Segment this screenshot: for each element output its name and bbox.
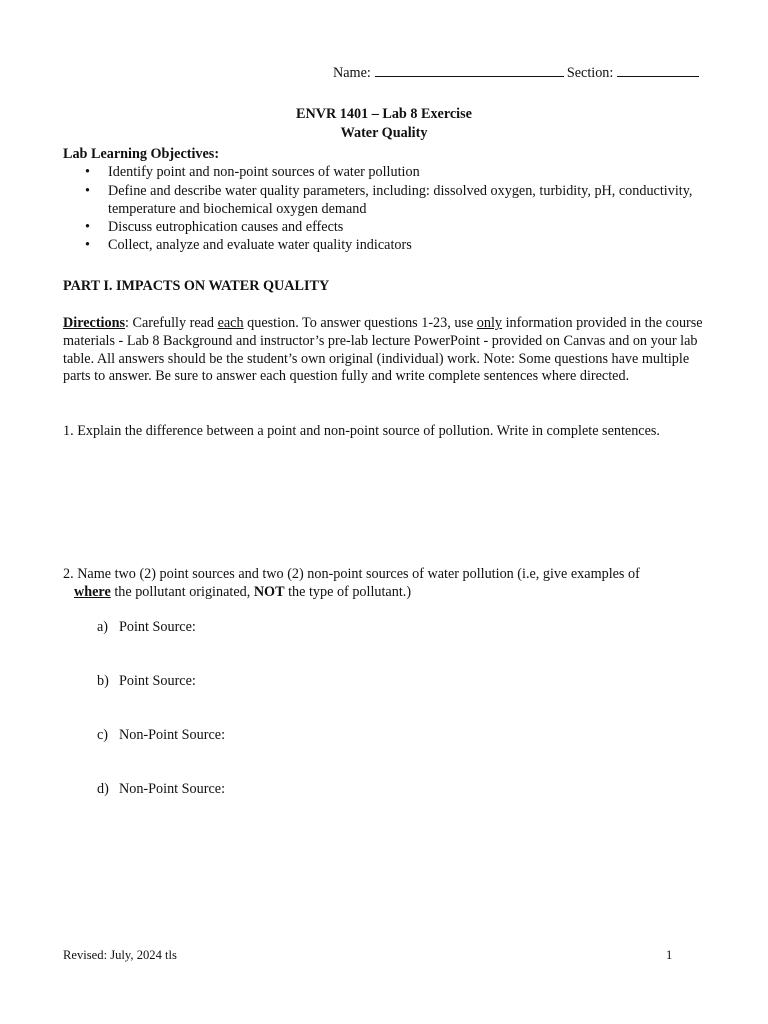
learning-objectives — [63, 145, 713, 255]
bullet-icon: • — [85, 164, 90, 181]
list-item: • Collect, analyze and evaluate water quality indicators — [85, 237, 412, 254]
answer-item-c[interactable]: c) Non-Point Source: — [97, 727, 226, 743]
question-2 — [63, 565, 723, 601]
question-2-line-1: 2. Name two (2) point sources and two (2) non-point sources of water pollution (i.e, give examples of — [63, 566, 640, 582]
section-blank[interactable] — [617, 64, 699, 77]
title-block — [0, 105, 768, 143]
topic-title: Water Quality — [340, 125, 428, 141]
objectives-heading: Lab Learning Objectives: — [63, 146, 220, 162]
bullet-icon: • — [85, 182, 90, 199]
objectives-list — [63, 163, 713, 254]
list-item: • Discuss eutrophication causes and effects — [85, 219, 344, 236]
list-item: • Identify point and non-point sources of water pollution — [85, 164, 420, 181]
course-title: ENVR 1401 – Lab 8 Exercise — [296, 106, 472, 122]
name-label: Name: — [333, 65, 371, 81]
bullet-icon: • — [85, 219, 90, 236]
revision-note: Revised: July, 2024 tls — [63, 948, 177, 962]
list-item: • Define and describe water quality parameters, including: dissolved oxygen, turbidity, pH, conductivity, temperature and biochemical oxygen demand — [85, 182, 693, 217]
answer-item-d[interactable]: d) Non-Point Source: — [97, 781, 226, 797]
page-number: 1 — [666, 948, 673, 962]
question-1: 1. Explain the difference between a point and non-point source of pollution. Write in complete sentences. — [63, 423, 660, 439]
answer-item-a[interactable]: a) Point Source: — [97, 619, 196, 635]
question-2-line-2: where the pollutant originated, NOT the type of pollutant.) — [74, 584, 412, 600]
directions-paragraph: Directions: Carefully read each question. To answer questions 1-23, use only information provided in the course materials - Lab 8 Background and instructor’s pre-lab lecture PowerPoint - provided on Canvas and on your lab table. All answers should be the student’s own original (individual) work. Note: Some questions have multiple parts to answer. Be sure to answer each question fully and write complete sentences where directed. — [63, 315, 703, 385]
answer-item-b[interactable]: b) Point Source: — [97, 673, 196, 689]
name-blank[interactable] — [375, 64, 564, 77]
directions-label: Directions — [63, 315, 125, 331]
part-heading: PART I. IMPACTS ON WATER QUALITY — [63, 278, 330, 294]
bullet-icon: • — [85, 237, 90, 254]
name-section-line — [333, 64, 699, 82]
section-label: Section: — [566, 65, 614, 81]
